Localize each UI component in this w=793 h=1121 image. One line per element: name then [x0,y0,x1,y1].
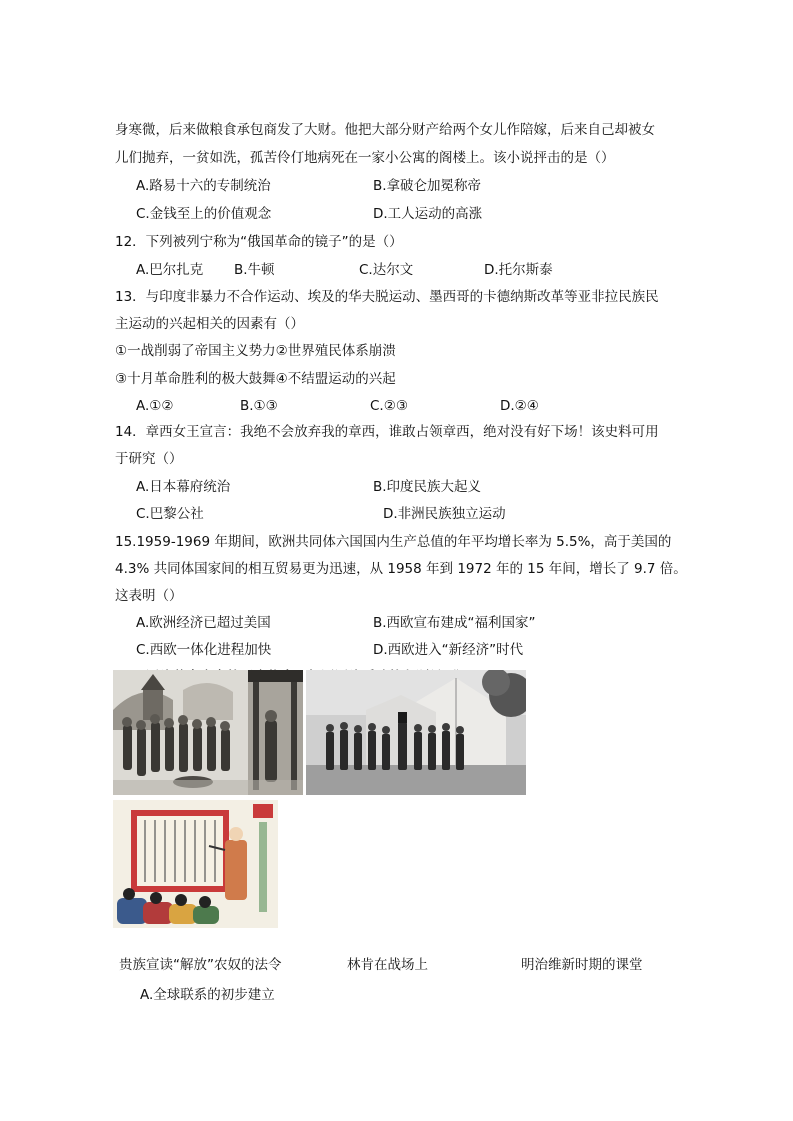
caption-emancipation: 贵族宣读“解放”农奴的法令 [119,957,282,973]
q13-option-b: B.①③ [240,398,278,414]
caption-lincoln: 林肯在战场上 [347,957,428,973]
q14-line-1: 14．章西女王宣言：我绝不会放弃我的章西，谁敢占领章西，绝对没有好下场！该史料可用 [115,424,659,440]
q14-option-b: B.印度民族大起义 [373,479,482,495]
option-c: C.金钱至上的价值观念 [136,206,272,222]
q12-option-a: A.巴尔扎克 [136,262,204,278]
q15-line-2: 4.3% 共同体国家间的相互贸易更为迅速，从 1958 年到 1972 年的 15 年间，增长了 9.7 倍。 [115,561,687,577]
q16-option-a: A.全球联系的初步建立 [140,987,275,1003]
q15-line-3: 这表明（） [115,588,183,604]
meiji-classroom-print [113,800,278,928]
q15-option-c: C.西欧一体化进程加快 [136,642,272,658]
q15-option-d: D.西欧进入“新经济”时代 [373,642,524,658]
option-d: D.工人运动的高涨 [373,206,483,222]
caption-meiji-classroom: 明治维新时期的课堂 [521,957,643,973]
q12-option-b: B.牛顿 [234,262,275,278]
q15-option-a: A.欧洲经济已超过美国 [136,615,271,631]
q13-option-c: C.②③ [370,398,408,414]
q14-line-2: 于研究（） [115,451,183,467]
intro-line-2: 儿们抛弃，一贫如洗，孤苦伶仃地病死在一家小公寓的阁楼上。该小说抨击的是（） [115,150,615,166]
intro-line-1: 身寒微，后来做粮食承包商发了大财。他把大部分财产给两个女儿作陪嫁，后来自己却被女 [115,122,655,138]
option-b: B.拿破仑加冕称帝 [373,178,482,194]
q12-stem: 12．下列被列宁称为“俄国革命的镜子”的是（） [115,234,403,250]
q13-line-1: 13．与印度非暴力不合作运动、埃及的华夫脱运动、墨西哥的卡德纳斯改革等亚非拉民族民 [115,289,659,305]
q13-option-d: D.②④ [500,398,539,414]
q13-line-2: 主运动的兴起相关的因素有（） [115,316,304,332]
q13-item-1: ①一战削弱了帝国主义势力②世界殖民体系崩溃 [115,343,396,359]
q12-option-c: C.达尔文 [359,262,414,278]
q13-item-2: ③十月革命胜利的极大鼓舞④不结盟运动的兴起 [115,371,396,387]
q14-option-d: D.非洲民族独立运动 [383,506,506,522]
q15-line-1: 15.1959-1969 年期间，欧洲共同体六国国内生产总值的年平均增长率为 5.5%，高于美国的 [115,534,672,550]
lincoln-battlefield-photo [306,670,526,795]
q13-option-a: A.①② [136,398,174,414]
q14-option-c: C.巴黎公社 [136,506,204,522]
q12-option-d: D.托尔斯泰 [484,262,553,278]
option-a: A.路易十六的专制统治 [136,178,271,194]
emancipation-engraving-image [113,670,303,795]
q15-option-b: B.西欧宣布建成“福利国家” [373,615,536,631]
q14-option-a: A.日本幕府统治 [136,479,231,495]
